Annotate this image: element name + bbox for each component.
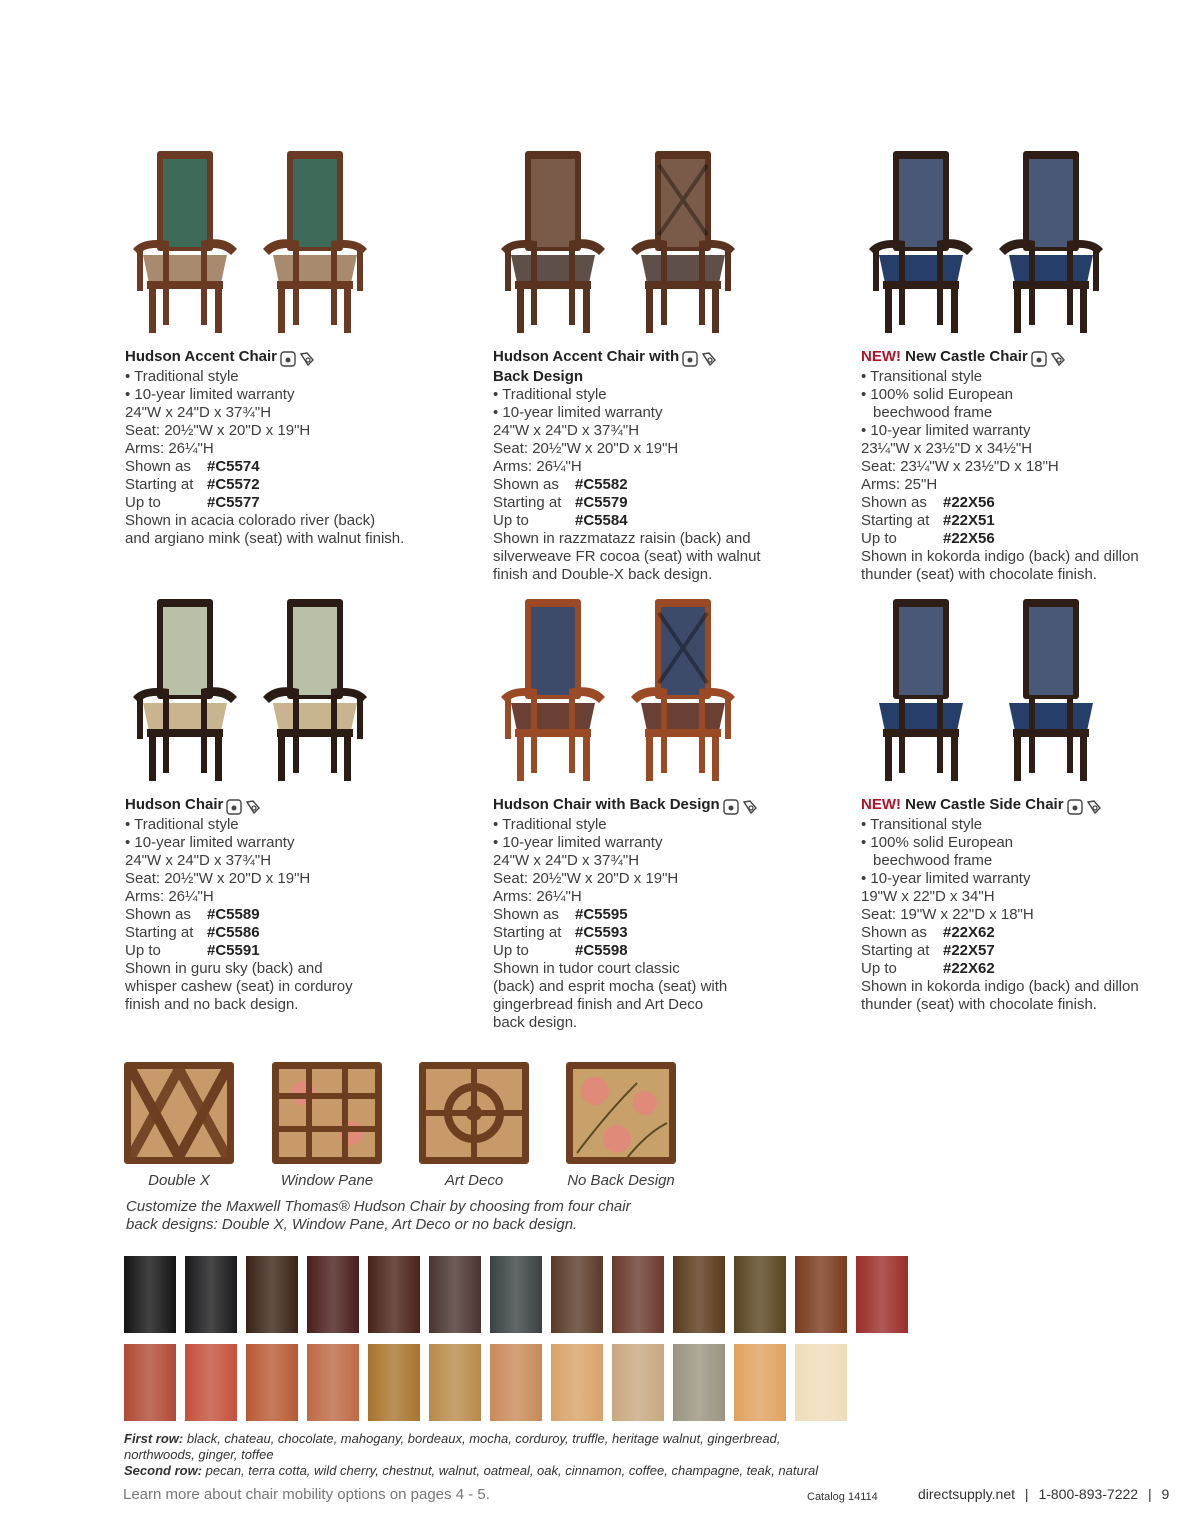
dimension: 23¼"W x 23½"D x 34½"H — [861, 440, 1033, 457]
product-block — [125, 150, 435, 548]
product-name-line2: Back Design — [493, 368, 584, 385]
product-description: Shown in razzmatazz raisin (back) and — [493, 530, 751, 547]
item-label: Up to — [493, 942, 529, 959]
first-row-text-cont: northwoods, ginger, toffee — [124, 1447, 274, 1462]
item-number-starting-at — [125, 924, 435, 942]
item-number: #C5584 — [575, 512, 628, 529]
finish-swatch — [490, 1256, 542, 1333]
chair-image-back — [991, 145, 1111, 340]
chair-image-back — [255, 145, 375, 340]
finish-swatch — [124, 1344, 176, 1421]
no-back-tile — [566, 1062, 676, 1164]
product-description: Shown in acacia colorado river (back) — [125, 512, 376, 529]
mobility-icon — [1086, 799, 1102, 815]
product-description: finish and Double-X back design. — [493, 566, 713, 583]
chair-image-front — [493, 593, 613, 788]
chair-image-back — [991, 593, 1111, 788]
product-description: Shown in kokorda indigo (back) and dillon — [861, 548, 1139, 565]
finish-swatch — [795, 1344, 847, 1421]
dimension: 24"W x 24"D x 37¾"H — [125, 404, 272, 421]
item-label: Starting at — [861, 942, 930, 959]
feature-icons — [1031, 350, 1066, 368]
mobility-icon — [245, 799, 261, 815]
dimension: Arms: 26¼"H — [493, 458, 582, 475]
new-badge: NEW! — [861, 348, 901, 365]
phone-number: 1-800-893-7222 — [1038, 1486, 1139, 1502]
dimension: Seat: 20½"W x 20"D x 19"H — [493, 440, 679, 457]
item-number: #C5574 — [207, 458, 260, 475]
item-number: #C5572 — [207, 476, 260, 493]
item-label: Starting at — [125, 476, 194, 493]
item-number-up-to — [125, 494, 435, 512]
dimension: Arms: 26¼"H — [493, 888, 582, 905]
item-label: Starting at — [493, 924, 562, 941]
item-number: #C5591 — [207, 942, 260, 959]
chair-feature-icon — [1031, 351, 1047, 367]
product-name: New Castle Side Chair — [905, 796, 1064, 813]
product-block — [493, 598, 803, 1032]
finish-swatch — [673, 1344, 725, 1421]
item-label: Up to — [125, 494, 161, 511]
customize-line: Customize the Maxwell Thomas® Hudson Chair by choosing from four chair — [126, 1198, 631, 1215]
separator: | — [1147, 1486, 1152, 1502]
finish-swatch — [185, 1256, 237, 1333]
product-image — [125, 150, 435, 340]
product-description: thunder (seat) with chocolate finish. — [861, 996, 1097, 1013]
feature-icons — [226, 798, 261, 816]
item-label: Up to — [861, 960, 897, 977]
item-number-up-to — [861, 530, 1171, 548]
dimension: Seat: 23¼"W x 23½"D x 18"H — [861, 458, 1059, 475]
feature-bullet: • 10-year limited warranty — [493, 404, 663, 421]
product-description: whisper cashew (seat) in corduroy — [125, 978, 353, 995]
item-label: Shown as — [861, 494, 927, 511]
double-x-tile — [124, 1062, 234, 1164]
mobility-note: Learn more about chair mobility options on pages 4 - 5. — [123, 1486, 490, 1503]
feature-bullet: • 10-year limited warranty — [861, 870, 1031, 887]
item-number: #22X56 — [943, 494, 995, 511]
product-image — [125, 598, 435, 788]
product-block — [861, 150, 1171, 584]
item-number-starting-at — [125, 476, 435, 494]
item-number: #22X51 — [943, 512, 995, 529]
first-row-text: black, chateau, chocolate, mahogany, bordeaux, mocha, corduroy, truffle, heritage walnut, gingerbread, — [186, 1431, 781, 1446]
finish-swatch — [795, 1256, 847, 1333]
feature-bullet: • Transitional style — [861, 368, 983, 385]
chair-feature-icon — [1067, 799, 1083, 815]
product-name: New Castle Chair — [905, 348, 1028, 365]
finish-swatch — [734, 1344, 786, 1421]
item-number: #22X56 — [943, 530, 995, 547]
finish-swatch — [612, 1344, 664, 1421]
item-number-starting-at — [493, 924, 803, 942]
feature-bullet: • Transitional style — [861, 816, 983, 833]
item-label: Up to — [861, 530, 897, 547]
product-image — [861, 150, 1171, 340]
product-title — [861, 348, 1171, 368]
finish-swatch — [856, 1256, 908, 1333]
product-description: gingerbread finish and Art Deco — [493, 996, 704, 1013]
catalog-number: Catalog 14114 — [807, 1491, 878, 1503]
back-design-label: No Back Design — [567, 1172, 675, 1189]
chair-feature-icon — [682, 351, 698, 367]
product-name: Hudson Chair with Back Design — [493, 796, 720, 813]
chair-feature-icon — [226, 799, 242, 815]
item-label: Shown as — [125, 458, 191, 475]
finish-swatch — [490, 1344, 542, 1421]
product-title — [125, 348, 435, 368]
finish-swatch — [307, 1256, 359, 1333]
finish-swatch — [307, 1344, 359, 1421]
mobility-icon — [1050, 351, 1066, 367]
page-number: 9 — [1161, 1486, 1170, 1502]
product-block — [125, 598, 435, 1014]
item-number: #C5598 — [575, 942, 628, 959]
item-number-up-to — [861, 960, 1171, 978]
product-description: back design. — [493, 1014, 578, 1031]
feature-bullet: beechwood frame — [873, 404, 993, 421]
product-name: Hudson Chair — [125, 796, 224, 813]
item-number: #C5582 — [575, 476, 628, 493]
back-design-no-back — [566, 1062, 676, 1189]
item-number: #22X62 — [943, 960, 995, 977]
finish-swatch — [612, 1256, 664, 1333]
feature-bullet: beechwood frame — [873, 852, 993, 869]
feature-bullet: • 10-year limited warranty — [493, 834, 663, 851]
item-label: Shown as — [861, 924, 927, 941]
product-description: Shown in guru sky (back) and — [125, 960, 323, 977]
dimension: 24"W x 24"D x 37¾"H — [493, 852, 640, 869]
item-number-shown-as — [861, 494, 1171, 512]
item-label: Up to — [493, 512, 529, 529]
finish-swatch — [185, 1344, 237, 1421]
new-badge: NEW! — [861, 796, 901, 813]
finish-swatch — [368, 1256, 420, 1333]
mobility-icon — [742, 799, 758, 815]
dimension: 24"W x 24"D x 37¾"H — [125, 852, 272, 869]
item-number: #C5589 — [207, 906, 260, 923]
item-label: Shown as — [125, 906, 191, 923]
dimension: Seat: 19"W x 22"D x 18"H — [861, 906, 1034, 923]
finish-swatch — [734, 1256, 786, 1333]
finish-swatch — [673, 1256, 725, 1333]
item-number-starting-at — [861, 512, 1171, 530]
back-design-label: Window Pane — [280, 1172, 374, 1189]
item-number-starting-at — [493, 494, 803, 512]
product-description: Shown in kokorda indigo (back) and dillon — [861, 978, 1139, 995]
item-number: #C5586 — [207, 924, 260, 941]
item-label: Shown as — [493, 476, 559, 493]
product-description: silverweave FR cocoa (seat) with walnut — [493, 548, 761, 565]
first-row-label: First row: — [124, 1431, 184, 1446]
finish-swatch — [429, 1344, 481, 1421]
second-row-text: pecan, terra cotta, wild cherry, chestnut, walnut, oatmeal, oak, cinnamon, coffee, champagne, teak, natural — [205, 1463, 819, 1478]
item-number-shown-as — [861, 924, 1171, 942]
feature-bullet: • 100% solid European — [861, 834, 1014, 851]
feature-icons — [723, 798, 758, 816]
product-name: Hudson Accent Chair with — [493, 348, 680, 365]
finish-swatch — [246, 1256, 298, 1333]
item-number: #C5593 — [575, 924, 628, 941]
product-name: Hudson Accent Chair — [125, 348, 277, 365]
finish-swatch — [368, 1344, 420, 1421]
back-design-art-deco — [419, 1062, 529, 1189]
item-number: #22X57 — [943, 942, 995, 959]
item-number: #C5577 — [207, 494, 260, 511]
chair-image-back — [623, 145, 743, 340]
item-number-up-to — [493, 512, 803, 530]
item-number-shown-as — [493, 476, 803, 494]
chair-image-front — [125, 593, 245, 788]
feature-bullet: • Traditional style — [493, 816, 607, 833]
dimension: Seat: 20½"W x 20"D x 19"H — [493, 870, 679, 887]
feature-icons — [682, 350, 717, 368]
finish-swatch — [246, 1344, 298, 1421]
feature-bullet: • 100% solid European — [861, 386, 1014, 403]
finish-swatch — [429, 1256, 481, 1333]
feature-bullet: • Traditional style — [125, 368, 239, 385]
finish-swatch — [551, 1256, 603, 1333]
dimension: Seat: 20½"W x 20"D x 19"H — [125, 870, 311, 887]
window-pane-tile — [272, 1062, 382, 1164]
dimension: Seat: 20½"W x 20"D x 19"H — [125, 422, 311, 439]
product-description: thunder (seat) with chocolate finish. — [861, 566, 1097, 583]
finish-swatch — [551, 1344, 603, 1421]
item-number-shown-as — [125, 906, 435, 924]
chair-feature-icon — [723, 799, 739, 815]
second-row-label: Second row: — [124, 1463, 203, 1478]
product-block — [861, 598, 1171, 1014]
product-description: and argiano mink (seat) with walnut finish. — [125, 530, 405, 547]
product-title — [493, 796, 803, 816]
dimension: Arms: 26¼"H — [125, 888, 214, 905]
item-number: #C5595 — [575, 906, 628, 923]
customize-line: back designs: Double X, Window Pane, Art Deco or no back design. — [126, 1216, 578, 1233]
chair-feature-icon — [280, 351, 296, 367]
item-label: Starting at — [493, 494, 562, 511]
feature-icons — [280, 350, 315, 368]
separator: | — [1024, 1486, 1029, 1502]
item-number-starting-at — [861, 942, 1171, 960]
product-image — [493, 150, 803, 340]
chair-image-front — [861, 593, 981, 788]
back-design-double-x — [124, 1062, 234, 1189]
feature-icons — [1067, 798, 1102, 816]
feature-bullet: • Traditional style — [125, 816, 239, 833]
feature-bullet: • 10-year limited warranty — [861, 422, 1031, 439]
dimension: Arms: 26¼"H — [125, 440, 214, 457]
product-description: Shown in tudor court classic — [493, 960, 680, 977]
product-description: finish and no back design. — [125, 996, 299, 1013]
chair-image-front — [125, 145, 245, 340]
art-deco-tile — [419, 1062, 529, 1164]
website-link[interactable]: directsupply.net — [918, 1486, 1016, 1502]
product-image — [493, 598, 803, 788]
feature-bullet: • Traditional style — [493, 386, 607, 403]
item-number-up-to — [125, 942, 435, 960]
item-number-up-to — [493, 942, 803, 960]
back-design-label: Double X — [148, 1172, 210, 1189]
product-title — [493, 348, 803, 386]
mobility-icon — [701, 351, 717, 367]
product-image — [861, 598, 1171, 788]
finish-swatch — [124, 1256, 176, 1333]
footer-contact — [918, 1486, 1169, 1502]
chair-image-front — [861, 145, 981, 340]
feature-bullet: • 10-year limited warranty — [125, 834, 295, 851]
product-description: (back) and esprit mocha (seat) with — [493, 978, 728, 995]
dimension: 24"W x 24"D x 37¾"H — [493, 422, 640, 439]
chair-image-back — [255, 593, 375, 788]
product-title — [861, 796, 1171, 816]
item-label: Starting at — [125, 924, 194, 941]
item-number-shown-as — [493, 906, 803, 924]
feature-bullet: • 10-year limited warranty — [125, 386, 295, 403]
item-number-shown-as — [125, 458, 435, 476]
product-block — [493, 150, 803, 584]
dimension: 19"W x 22"D x 34"H — [861, 888, 995, 905]
mobility-icon — [299, 351, 315, 367]
item-number: #22X62 — [943, 924, 995, 941]
back-design-label: Art Deco — [444, 1172, 504, 1189]
item-label: Starting at — [861, 512, 930, 529]
chair-image-back — [623, 593, 743, 788]
back-design-window-pane — [272, 1062, 382, 1189]
chair-image-front — [493, 145, 613, 340]
item-label: Up to — [125, 942, 161, 959]
item-label: Shown as — [493, 906, 559, 923]
item-number: #C5579 — [575, 494, 628, 511]
dimension: Arms: 25"H — [861, 476, 938, 493]
product-title — [125, 796, 435, 816]
customize-text — [126, 1198, 686, 1234]
finish-names — [124, 1431, 904, 1479]
